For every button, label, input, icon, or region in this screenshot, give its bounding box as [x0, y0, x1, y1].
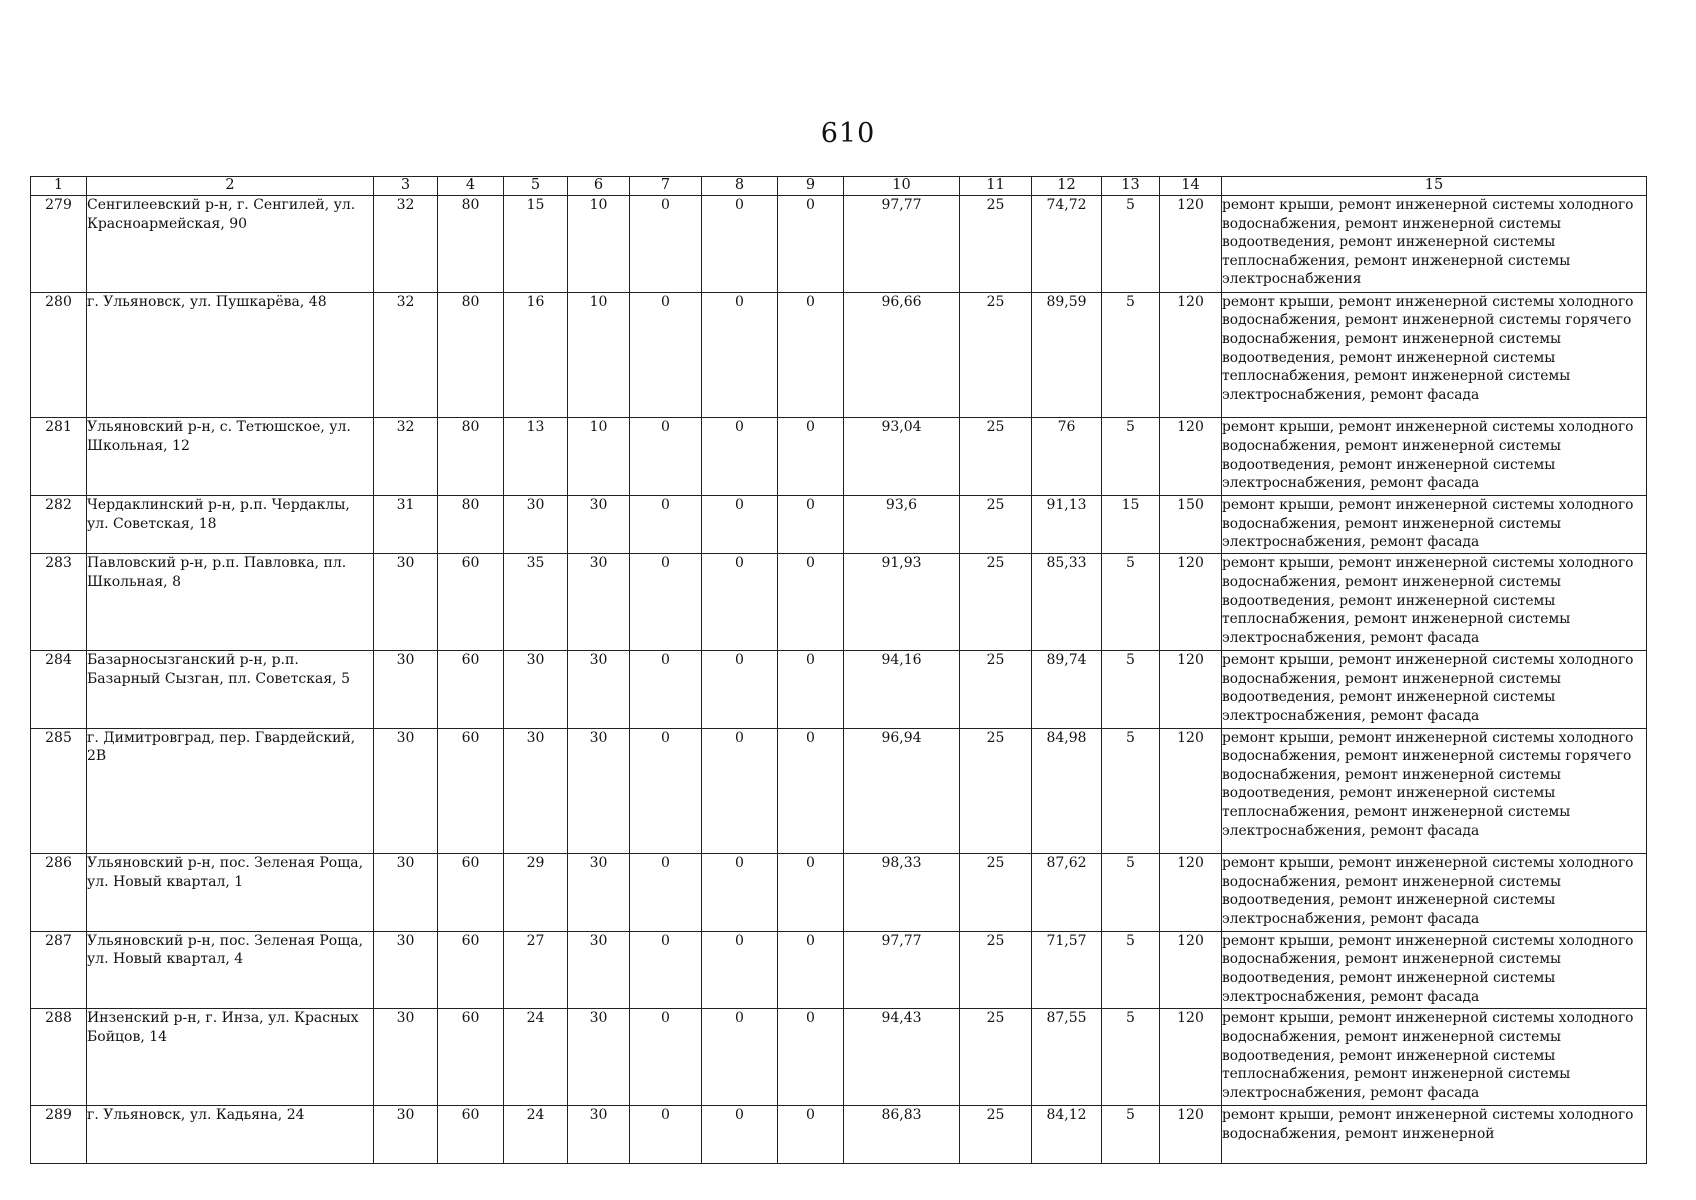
address-cell: Ульяновский р-н, пос. Зеленая Роща, ул. Новый квартал, 1 — [87, 854, 374, 932]
address-cell: Чердаклинский р-н, р.п. Чердаклы, ул. Советская, 18 — [87, 495, 374, 553]
table-cell: 5 — [1102, 728, 1160, 854]
table-cell: 10 — [568, 292, 630, 418]
row-number: 286 — [31, 854, 87, 932]
column-header: 11 — [960, 177, 1032, 196]
table-cell: 120 — [1160, 1009, 1222, 1106]
table-cell: 0 — [778, 931, 844, 1009]
table-cell: 0 — [778, 418, 844, 496]
column-header: 2 — [87, 177, 374, 196]
table-cell: 24 — [504, 1009, 568, 1106]
column-header: 13 — [1102, 177, 1160, 196]
table-row — [31, 854, 1647, 932]
table-cell: 94,16 — [844, 651, 960, 729]
table-cell: 0 — [630, 1009, 702, 1106]
table-cell: 30 — [568, 1106, 630, 1164]
table-cell: 97,77 — [844, 196, 960, 293]
table-cell: 5 — [1102, 931, 1160, 1009]
table-cell: 15 — [504, 196, 568, 293]
row-number: 289 — [31, 1106, 87, 1164]
table-row — [31, 1106, 1647, 1164]
table-cell: 85,33 — [1032, 554, 1102, 651]
table-cell: 87,55 — [1032, 1009, 1102, 1106]
table-cell: 80 — [438, 418, 504, 496]
table-cell: 29 — [504, 854, 568, 932]
table-cell: 0 — [630, 651, 702, 729]
table-cell: 71,57 — [1032, 931, 1102, 1009]
table-cell: 0 — [702, 495, 778, 553]
row-number: 283 — [31, 554, 87, 651]
table-cell: 0 — [630, 292, 702, 418]
table-cell: 120 — [1160, 854, 1222, 932]
table-cell: 32 — [374, 292, 438, 418]
repair-register-table — [30, 176, 1647, 1164]
address-cell: Сенгилеевский р-н, г. Сенгилей, ул. Красноармейская, 90 — [87, 196, 374, 293]
table-cell: 120 — [1160, 292, 1222, 418]
table-cell: 0 — [778, 495, 844, 553]
works-cell: ремонт крыши, ремонт инженерной системы холодного водоснабжения, ремонт инженерной системы водоотведения, ремонт инженерной системы электроснабжения, ремонт фасада — [1222, 854, 1647, 932]
table-cell: 0 — [702, 1106, 778, 1164]
table-cell: 120 — [1160, 554, 1222, 651]
table-cell: 0 — [630, 554, 702, 651]
works-cell: ремонт крыши, ремонт инженерной системы холодного водоснабжения, ремонт инженерной системы горячего водоснабжения, ремонт инженерной системы водоотведения, ремонт инженерной системы теплоснабжения, ремонт инженерной системы электроснабжения, ремонт фасада — [1222, 728, 1647, 854]
table-cell: 30 — [568, 1009, 630, 1106]
table-cell: 30 — [374, 854, 438, 932]
table-cell: 25 — [960, 495, 1032, 553]
table-cell: 31 — [374, 495, 438, 553]
table-cell: 30 — [568, 854, 630, 932]
table-cell: 120 — [1160, 196, 1222, 293]
table-cell: 25 — [960, 554, 1032, 651]
table-cell: 80 — [438, 495, 504, 553]
table-cell: 30 — [374, 1009, 438, 1106]
table-cell: 60 — [438, 554, 504, 651]
table-cell: 15 — [1102, 495, 1160, 553]
address-cell: Ульяновский р-н, пос. Зеленая Роща, ул. Новый квартал, 4 — [87, 931, 374, 1009]
table-cell: 0 — [702, 418, 778, 496]
table-cell: 0 — [778, 1009, 844, 1106]
table-cell: 60 — [438, 1009, 504, 1106]
address-cell: г. Ульяновск, ул. Пушкарёва, 48 — [87, 292, 374, 418]
table-cell: 25 — [960, 292, 1032, 418]
table-cell: 60 — [438, 931, 504, 1009]
table-cell: 89,74 — [1032, 651, 1102, 729]
table-cell: 16 — [504, 292, 568, 418]
table-cell: 0 — [778, 196, 844, 293]
table-cell: 5 — [1102, 554, 1160, 651]
table-cell: 5 — [1102, 1106, 1160, 1164]
table-row — [31, 651, 1647, 729]
table-cell: 150 — [1160, 495, 1222, 553]
table-cell: 0 — [778, 554, 844, 651]
table-row — [31, 418, 1647, 496]
table-cell: 87,62 — [1032, 854, 1102, 932]
table-cell: 0 — [630, 931, 702, 1009]
table-cell: 30 — [568, 554, 630, 651]
works-cell: ремонт крыши, ремонт инженерной системы холодного водоснабжения, ремонт инженерной системы водоотведения, ремонт инженерной системы теплоснабжения, ремонт инженерной системы электроснабжения, ремонт фасада — [1222, 1009, 1647, 1106]
table-cell: 94,43 — [844, 1009, 960, 1106]
table-cell: 60 — [438, 651, 504, 729]
column-header: 15 — [1222, 177, 1647, 196]
works-cell: ремонт крыши, ремонт инженерной системы холодного водоснабжения, ремонт инженерной системы водоотведения, ремонт инженерной системы теплоснабжения, ремонт инженерной системы электроснабжения, ремонт фасада — [1222, 554, 1647, 651]
table-cell: 35 — [504, 554, 568, 651]
table-row — [31, 196, 1647, 293]
table-cell: 0 — [630, 728, 702, 854]
table-cell: 25 — [960, 196, 1032, 293]
table-cell: 0 — [630, 196, 702, 293]
table-cell: 0 — [702, 931, 778, 1009]
table-cell: 30 — [504, 495, 568, 553]
address-cell: Ульяновский р-н, с. Тетюшское, ул. Школьная, 12 — [87, 418, 374, 496]
table-cell: 0 — [778, 1106, 844, 1164]
table-cell: 30 — [568, 651, 630, 729]
table-cell: 0 — [702, 292, 778, 418]
column-header: 3 — [374, 177, 438, 196]
table-cell: 25 — [960, 1009, 1032, 1106]
row-number: 288 — [31, 1009, 87, 1106]
table-cell: 80 — [438, 292, 504, 418]
table-cell: 25 — [960, 418, 1032, 496]
table-cell: 98,33 — [844, 854, 960, 932]
table-cell: 120 — [1160, 418, 1222, 496]
table-cell: 0 — [702, 728, 778, 854]
table-cell: 24 — [504, 1106, 568, 1164]
column-header: 6 — [568, 177, 630, 196]
works-cell: ремонт крыши, ремонт инженерной системы холодного водоснабжения, ремонт инженерной системы водоотведения, ремонт инженерной системы электроснабжения, ремонт фасада — [1222, 651, 1647, 729]
table-cell: 30 — [568, 931, 630, 1009]
table-cell: 30 — [568, 728, 630, 854]
table-cell: 0 — [702, 1009, 778, 1106]
table-cell: 76 — [1032, 418, 1102, 496]
column-header: 4 — [438, 177, 504, 196]
table-cell: 30 — [504, 651, 568, 729]
table-cell: 93,04 — [844, 418, 960, 496]
row-number: 281 — [31, 418, 87, 496]
column-header: 14 — [1160, 177, 1222, 196]
row-number: 279 — [31, 196, 87, 293]
table-cell: 60 — [438, 854, 504, 932]
column-header: 7 — [630, 177, 702, 196]
table-cell: 60 — [438, 728, 504, 854]
table-cell: 27 — [504, 931, 568, 1009]
row-number: 282 — [31, 495, 87, 553]
table-cell: 0 — [630, 495, 702, 553]
table-cell: 96,66 — [844, 292, 960, 418]
row-number: 287 — [31, 931, 87, 1009]
table-cell: 30 — [374, 1106, 438, 1164]
table-row — [31, 554, 1647, 651]
table-cell: 0 — [630, 1106, 702, 1164]
table-cell: 89,59 — [1032, 292, 1102, 418]
table-cell: 5 — [1102, 651, 1160, 729]
table-row — [31, 292, 1647, 418]
table-cell: 0 — [778, 728, 844, 854]
table-row — [31, 728, 1647, 854]
table-cell: 86,83 — [844, 1106, 960, 1164]
table-cell: 25 — [960, 1106, 1032, 1164]
table-cell: 91,93 — [844, 554, 960, 651]
table-cell: 0 — [778, 651, 844, 729]
table-cell: 30 — [374, 651, 438, 729]
column-header: 1 — [31, 177, 87, 196]
table-cell: 84,12 — [1032, 1106, 1102, 1164]
table-cell: 5 — [1102, 418, 1160, 496]
table-cell: 0 — [630, 418, 702, 496]
table-cell: 5 — [1102, 1009, 1160, 1106]
table-cell: 0 — [778, 292, 844, 418]
table-cell: 120 — [1160, 728, 1222, 854]
works-cell: ремонт крыши, ремонт инженерной системы холодного водоснабжения, ремонт инженерной системы водоотведения, ремонт инженерной системы теплоснабжения, ремонт инженерной системы электроснабжения — [1222, 196, 1647, 293]
table-cell: 25 — [960, 651, 1032, 729]
table-row — [31, 495, 1647, 553]
table-row — [31, 931, 1647, 1009]
table-cell: 0 — [702, 651, 778, 729]
table-cell: 32 — [374, 196, 438, 293]
table-cell: 5 — [1102, 854, 1160, 932]
table-row — [31, 1009, 1647, 1106]
column-header: 5 — [504, 177, 568, 196]
column-header: 12 — [1032, 177, 1102, 196]
row-number: 280 — [31, 292, 87, 418]
column-header: 10 — [844, 177, 960, 196]
address-cell: Базарносызганский р-н, р.п. Базарный Сызган, пл. Советская, 5 — [87, 651, 374, 729]
table-cell: 91,13 — [1032, 495, 1102, 553]
table-cell: 84,98 — [1032, 728, 1102, 854]
works-cell: ремонт крыши, ремонт инженерной системы холодного водоснабжения, ремонт инженерной системы горячего водоснабжения, ремонт инженерной системы водоотведения, ремонт инженерной системы теплоснабжения, ремонт инженерной системы электроснабжения, ремонт фасада — [1222, 292, 1647, 418]
table-cell: 10 — [568, 418, 630, 496]
table-cell: 30 — [568, 495, 630, 553]
table-cell: 0 — [702, 196, 778, 293]
table-cell: 60 — [438, 1106, 504, 1164]
table-cell: 13 — [504, 418, 568, 496]
table-cell: 25 — [960, 728, 1032, 854]
table-cell: 0 — [630, 854, 702, 932]
column-number-row — [31, 177, 1647, 196]
row-number: 285 — [31, 728, 87, 854]
works-cell: ремонт крыши, ремонт инженерной системы холодного водоснабжения, ремонт инженерной системы водоотведения, ремонт инженерной системы электроснабжения, ремонт фасада — [1222, 931, 1647, 1009]
row-number: 284 — [31, 651, 87, 729]
table-cell: 5 — [1102, 196, 1160, 293]
table-cell: 120 — [1160, 651, 1222, 729]
column-header: 8 — [702, 177, 778, 196]
table-cell: 30 — [374, 554, 438, 651]
page-number: 610 — [820, 118, 876, 149]
table-cell: 30 — [504, 728, 568, 854]
table-cell: 120 — [1160, 1106, 1222, 1164]
works-cell: ремонт крыши, ремонт инженерной системы холодного водоснабжения, ремонт инженерной системы электроснабжения, ремонт фасада — [1222, 495, 1647, 553]
table-cell: 0 — [778, 854, 844, 932]
table-cell: 25 — [960, 931, 1032, 1009]
table-cell: 10 — [568, 196, 630, 293]
table-cell: 5 — [1102, 292, 1160, 418]
table-cell: 120 — [1160, 931, 1222, 1009]
table-cell: 0 — [702, 554, 778, 651]
table-cell: 80 — [438, 196, 504, 293]
table-cell: 0 — [702, 854, 778, 932]
table-cell: 97,77 — [844, 931, 960, 1009]
address-cell: Инзенский р-н, г. Инза, ул. Красных Бойцов, 14 — [87, 1009, 374, 1106]
table-cell: 32 — [374, 418, 438, 496]
address-cell: г. Димитровград, пер. Гвардейский, 2В — [87, 728, 374, 854]
works-cell: ремонт крыши, ремонт инженерной системы холодного водоснабжения, ремонт инженерной системы водоотведения, ремонт инженерной системы электроснабжения, ремонт фасада — [1222, 418, 1647, 496]
address-cell: Павловский р-н, р.п. Павловка, пл. Школьная, 8 — [87, 554, 374, 651]
table-cell: 96,94 — [844, 728, 960, 854]
column-header: 9 — [778, 177, 844, 196]
table-cell: 30 — [374, 931, 438, 1009]
table-cell: 25 — [960, 854, 1032, 932]
address-cell: г. Ульяновск, ул. Кадьяна, 24 — [87, 1106, 374, 1164]
table-cell: 93,6 — [844, 495, 960, 553]
table-cell: 30 — [374, 728, 438, 854]
table-cell: 74,72 — [1032, 196, 1102, 293]
works-cell: ремонт крыши, ремонт инженерной системы холодного водоснабжения, ремонт инженерной — [1222, 1106, 1647, 1164]
